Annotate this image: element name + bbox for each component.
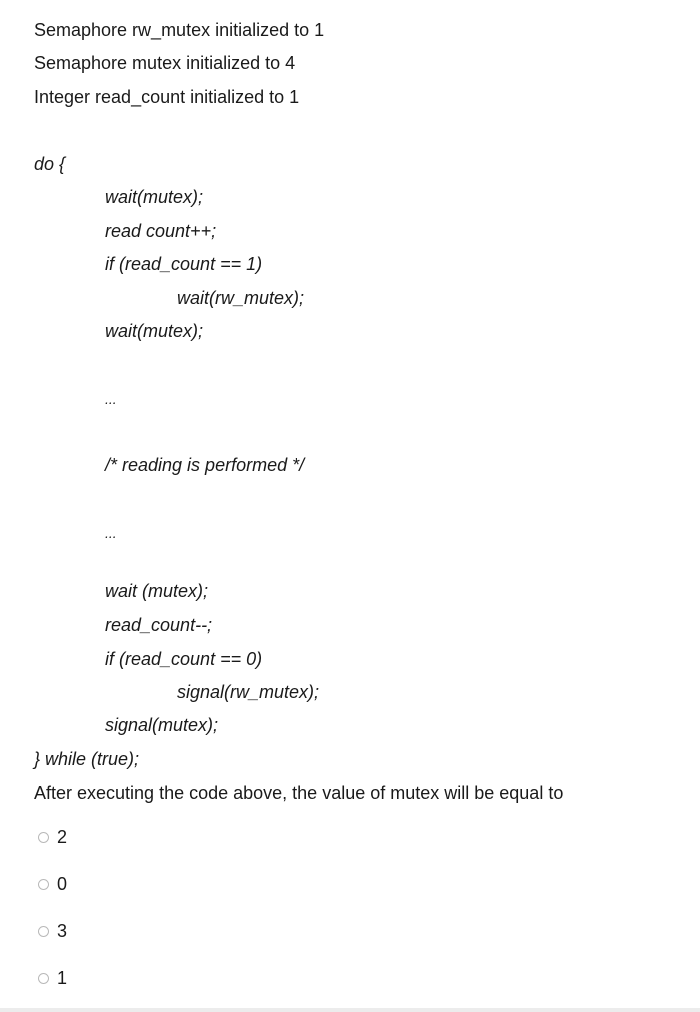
radio-button[interactable] xyxy=(38,879,49,890)
code-read-count-increment: read count++; xyxy=(105,221,217,241)
code-if-read-count-0: if (read_count == 0) xyxy=(105,649,263,669)
radio-button[interactable] xyxy=(38,926,49,937)
answer-option[interactable] xyxy=(38,873,67,895)
answer-option[interactable] xyxy=(38,826,67,848)
code-do-open: do { xyxy=(34,154,66,174)
code-ellipsis: ... xyxy=(105,391,117,407)
answer-option[interactable] xyxy=(38,967,67,989)
setup-line-mutex: Semaphore mutex initialized to 4 xyxy=(34,53,296,73)
code-wait-mutex: wait(mutex); xyxy=(105,321,204,341)
bottom-divider xyxy=(0,1008,700,1012)
code-ellipsis: ... xyxy=(105,525,117,541)
code-wait-mutex: wait(mutex); xyxy=(105,187,204,207)
code-read-count-decrement: read_count--; xyxy=(105,615,213,635)
radio-button[interactable] xyxy=(38,832,49,843)
code-signal-rw-mutex: signal(rw_mutex); xyxy=(177,682,320,702)
setup-line-rw-mutex: Semaphore rw_mutex initialized to 1 xyxy=(34,20,325,40)
code-signal-mutex: signal(mutex); xyxy=(105,715,219,735)
answer-option-label[interactable]: 3 xyxy=(57,921,68,941)
code-while-close: } while (true); xyxy=(34,749,140,769)
answer-option-label[interactable]: 2 xyxy=(57,827,68,847)
radio-button[interactable] xyxy=(38,973,49,984)
answer-option[interactable] xyxy=(38,920,67,942)
answer-option-label[interactable]: 1 xyxy=(57,968,68,988)
question-prompt: After executing the code above, the value of mutex will be equal to xyxy=(34,783,564,803)
setup-line-read-count: Integer read_count initialized to 1 xyxy=(34,87,300,107)
code-wait-rw-mutex: wait(rw_mutex); xyxy=(177,288,305,308)
code-wait-mutex: wait (mutex); xyxy=(105,581,209,601)
code-comment-reading: /* reading is performed */ xyxy=(105,455,305,475)
answer-option-label[interactable]: 0 xyxy=(57,874,68,894)
code-if-read-count-1: if (read_count == 1) xyxy=(105,254,263,274)
